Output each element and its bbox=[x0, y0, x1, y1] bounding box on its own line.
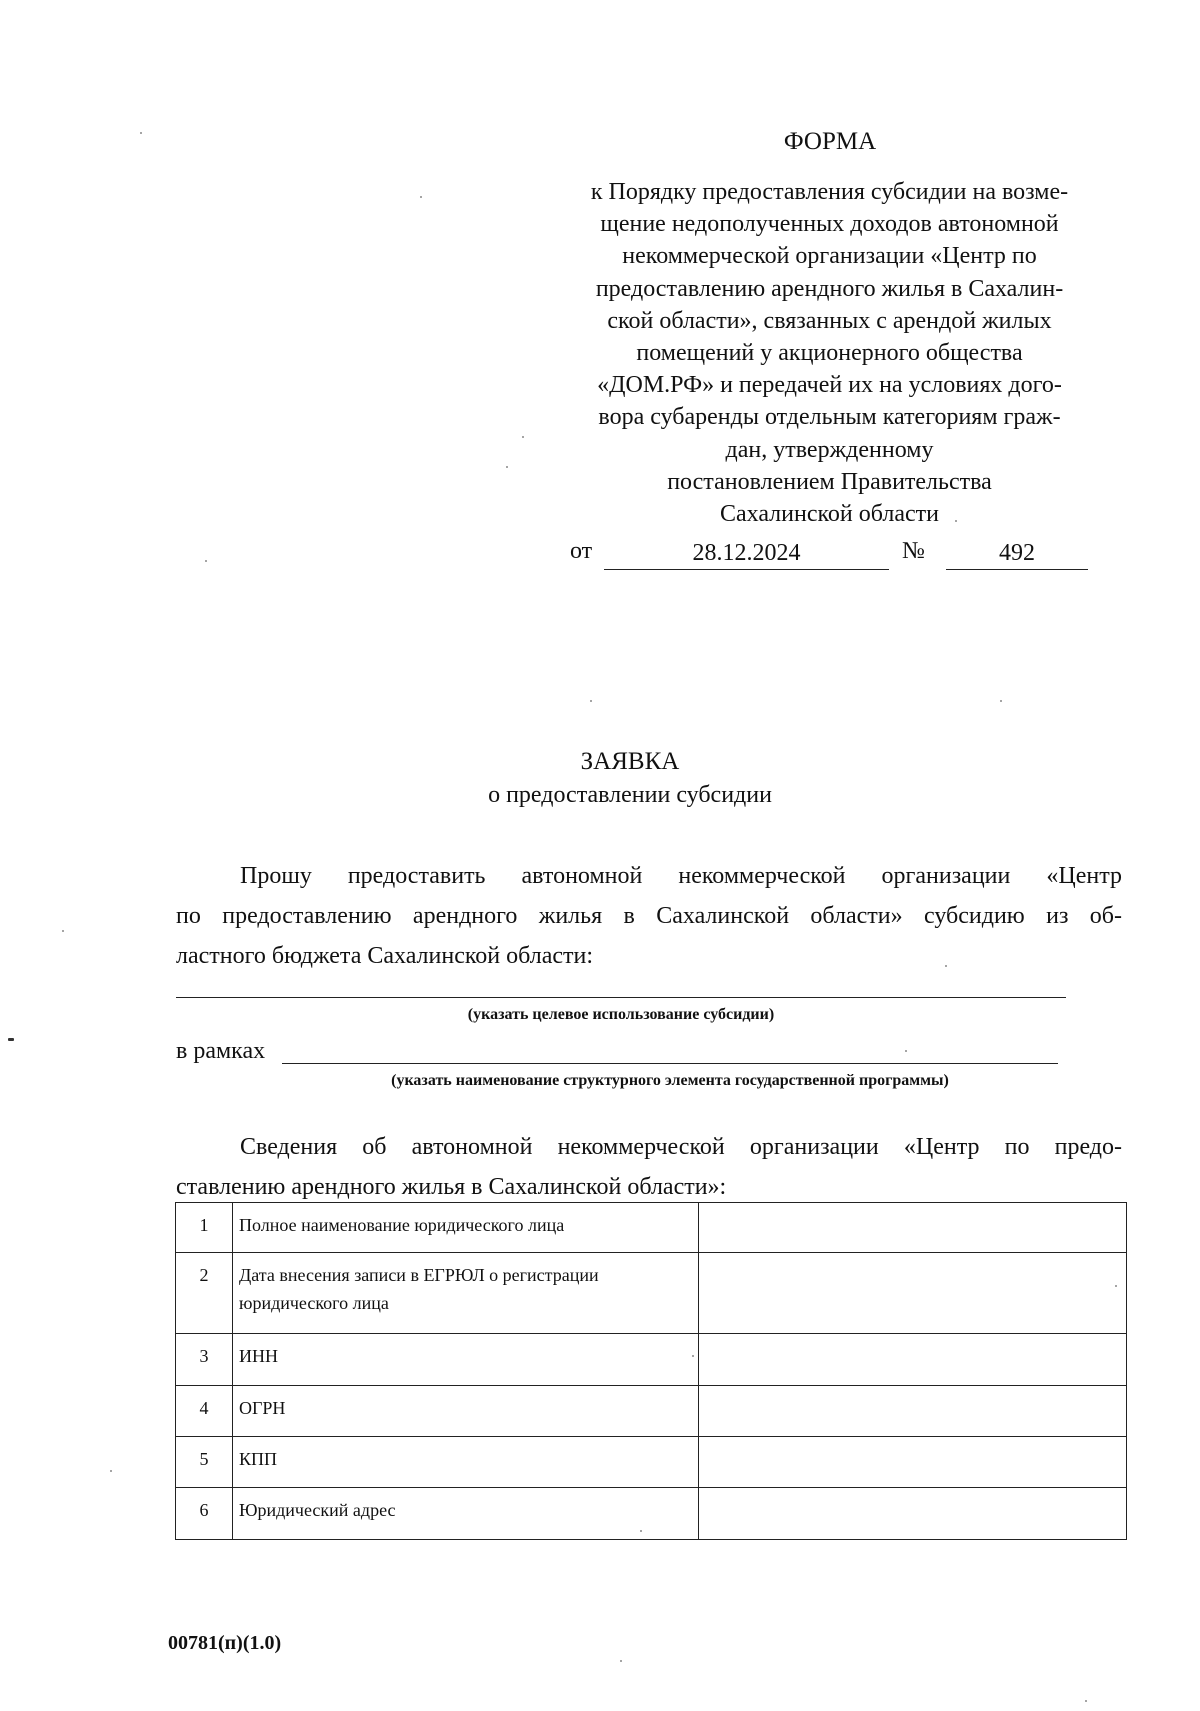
decree-date-number bbox=[570, 538, 1110, 570]
row-number: 5 bbox=[176, 1437, 233, 1488]
framework-blank-line[interactable] bbox=[282, 1062, 1058, 1064]
row-number: 2 bbox=[176, 1253, 233, 1334]
row-field-name: КПП bbox=[233, 1437, 699, 1488]
purpose-blank-line[interactable] bbox=[176, 996, 1066, 998]
organization-info-table bbox=[175, 1202, 1127, 1540]
form-reference-line: предоставлению арендного жилья в Сахалин- bbox=[595, 275, 1064, 302]
request-line: по предоставлению арендного жилья в Сахалинской области» субсидию из об- bbox=[176, 903, 1122, 929]
row-number: 1 bbox=[176, 1203, 233, 1253]
row-value-cell[interactable] bbox=[699, 1386, 1127, 1437]
application-subtitle: о предоставлении субсидии bbox=[488, 782, 772, 808]
row-field-name: Юридический адрес bbox=[233, 1488, 699, 1540]
row-number: 6 bbox=[176, 1488, 233, 1540]
row-value-cell[interactable] bbox=[699, 1437, 1127, 1488]
row-field-name: ОГРН bbox=[233, 1386, 699, 1437]
row-value-cell[interactable] bbox=[699, 1203, 1127, 1253]
row-number: 3 bbox=[176, 1334, 233, 1386]
request-paragraph bbox=[176, 856, 1122, 976]
form-reference-text bbox=[543, 176, 1116, 530]
form-reference-line: ской области», связанных с арендой жилых bbox=[607, 307, 1052, 334]
table-row bbox=[176, 1253, 1127, 1334]
form-reference-line: дан, утвержденному bbox=[725, 436, 934, 463]
form-reference-line: помещений у акционерного общества bbox=[636, 340, 1023, 367]
table-row bbox=[176, 1386, 1127, 1437]
form-title: ФОРМА bbox=[783, 128, 877, 155]
row-value-cell[interactable] bbox=[699, 1334, 1127, 1386]
row-value-cell[interactable] bbox=[699, 1488, 1127, 1540]
row-value-cell[interactable] bbox=[699, 1253, 1127, 1334]
table-row bbox=[176, 1203, 1127, 1253]
date-prefix: от bbox=[570, 538, 593, 564]
table-row bbox=[176, 1437, 1127, 1488]
application-title: ЗАЯВКА bbox=[580, 748, 680, 775]
decree-number: 492 bbox=[946, 538, 1088, 570]
purpose-caption: (указать целевое использование субсидии) bbox=[467, 1006, 775, 1023]
form-reference-line: щение недополученных доходов автономной bbox=[600, 211, 1059, 238]
form-reference-line: к Порядку предоставления субсидии на возме- bbox=[590, 179, 1069, 205]
info-paragraph bbox=[176, 1127, 1122, 1207]
row-number: 4 bbox=[176, 1386, 233, 1437]
request-line: ластного бюджета Сахалинской области: bbox=[176, 943, 594, 969]
form-reference-line: вора субаренды отдельным категориям граж- bbox=[598, 404, 1061, 431]
form-reference-line: постановлением Правительства bbox=[667, 468, 992, 495]
decree-date: 28.12.2024 bbox=[604, 538, 889, 570]
form-reference-line: «ДОМ.РФ» и передачей их на условиях дого- bbox=[597, 372, 1062, 399]
request-line: Прошу предоставить автономной некоммерческой организации «Центр bbox=[240, 863, 1122, 889]
info-line: Сведения об автономной некоммерческой организации «Центр по предо- bbox=[240, 1134, 1122, 1160]
form-reference-line: Сахалинской области bbox=[719, 501, 940, 528]
framework-caption: (указать наименование структурного элемента государственной программы) bbox=[391, 1072, 949, 1089]
table-row bbox=[176, 1334, 1127, 1386]
form-reference-line: некоммерческой организации «Центр по bbox=[622, 243, 1037, 270]
number-sign: № bbox=[902, 538, 925, 564]
info-line: ставлению арендного жилья в Сахалинской области»: bbox=[176, 1174, 727, 1200]
document-code: 00781(п)(1.0) bbox=[168, 1632, 282, 1654]
framework-label: в рамках bbox=[176, 1038, 266, 1064]
row-field-name: Полное наименование юридического лица bbox=[233, 1203, 699, 1253]
row-field-name: ИНН bbox=[233, 1334, 699, 1386]
row-field-name: Дата внесения записи в ЕГРЮЛ о регистрации юридического лица bbox=[233, 1253, 699, 1334]
table-row bbox=[176, 1488, 1127, 1540]
